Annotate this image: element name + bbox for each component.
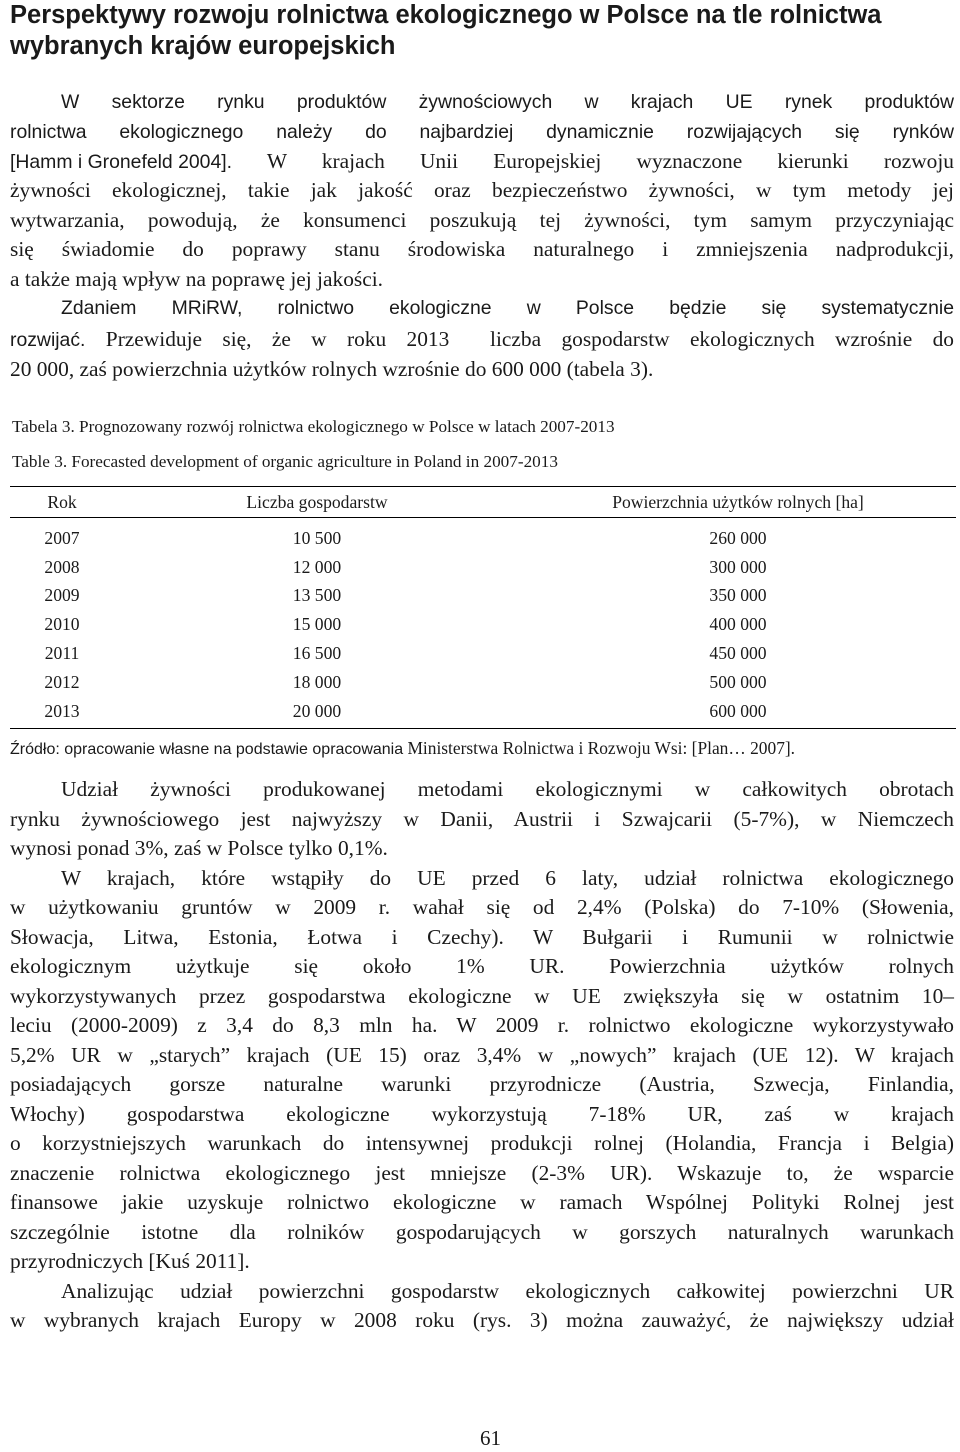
intro-mixed-line xyxy=(10,147,954,178)
body-line: ekologicznym użytkuje się około 1% UR. Powierzchnia użytków rolnych xyxy=(10,954,954,978)
table-source xyxy=(10,738,795,759)
source-serif-part: Ministerstwa Rolnictwa i Rozwoju Wsi: [Plan… 2007]. xyxy=(403,738,796,758)
body-line: znaczenie rolnictwa ekologicznego jest mniejsze (2-3% UR). Wskazuje to, że wsparcie xyxy=(10,1160,954,1185)
intro-serif-block xyxy=(10,176,954,294)
body-line: finansowe jakie uzyskuje rolnictwo ekologiczne w ramach Wspólnej Polityki Rolnej jest xyxy=(10,1190,954,1214)
cell-area: 500 000 xyxy=(709,671,767,692)
table-row xyxy=(10,668,956,697)
cell-year: 2009 xyxy=(44,585,80,606)
table-row xyxy=(10,553,956,582)
source-sans-part: Źródło: opracowanie własne na podstawie opracowania xyxy=(10,741,404,758)
body-line: wykorzystywanych przez gospodarstwa ekologiczne w UE zwiększyła się w ostatnim 10– xyxy=(10,983,954,1008)
body-line: Analizując udział powierzchni gospodarstw ekologicznych całkowitej powierzchni UR xyxy=(61,1278,954,1303)
forecast-mixed-line xyxy=(10,325,954,356)
body-line: W krajach, które wstąpiły do UE przed 6 laty, udział rolnictwa ekologicznego xyxy=(61,865,954,890)
column-header-year: Rok xyxy=(10,487,114,518)
body-line: w użytkowaniu gruntów w 2009 r. wahał się od 2,4% (Polska) do 7-10% (Słowenia, xyxy=(10,895,954,919)
body-text xyxy=(10,775,954,1336)
body-line: 5,2% UR w „starych” krajach (UE 15) oraz 3,4% w „nowych” krajach (UE 12). W krajach xyxy=(10,1042,954,1067)
forecast-serif-block xyxy=(10,355,954,385)
cell-year: 2010 xyxy=(44,614,80,635)
table-row xyxy=(10,610,956,639)
forecast-table xyxy=(10,486,956,729)
column-header-area: Powierzchnia użytków rolnych [ha] xyxy=(520,487,956,518)
table-row xyxy=(10,639,956,668)
table-header-row xyxy=(10,487,956,518)
forecast-sans-start: rozwijać. xyxy=(10,329,86,351)
body-line: wynosi ponad 3%, zaś w Polsce tylko 0,1%. xyxy=(10,836,388,860)
intro-line: rolnictwa ekologicznego należy do najbardziej dynamicznie rozwijających się rynków xyxy=(10,120,954,143)
intro-paragraph xyxy=(10,88,954,147)
table-caption-en: Table 3. Forecasted development of organic agriculture in Poland in 2007-2013 xyxy=(12,452,558,471)
cell-year: 2007 xyxy=(44,527,80,548)
table-row xyxy=(10,697,956,728)
cell-farms: 20 000 xyxy=(114,697,520,728)
intro-line: żywności ekologicznej, takie jak jakość oraz bezpieczeństwo żywności, w tym metody jej xyxy=(10,178,954,202)
cell-farms: 15 000 xyxy=(292,614,342,635)
cell-year: 2012 xyxy=(44,671,80,692)
intro-line: wytwarzania, powodują, że konsumenci poszukują tej żywności, tym samym przyczyniając xyxy=(10,207,954,232)
cell-farms: 13 500 xyxy=(292,585,342,606)
cell-area: 300 000 xyxy=(709,556,767,577)
cell-year: 2013 xyxy=(10,697,114,728)
body-line: leciu (2000-2009) z 3,4 do 8,3 mln ha. W 2009 r. rolnictwo ekologiczne wykorzystywało xyxy=(10,1013,954,1037)
body-line: Słowacja, Litwa, Estonia, Łotwa i Czechy). W Bułgarii i Rumunii w rolnictwie xyxy=(10,924,954,949)
forecast-serif-tail: Przewiduje się, że w roku 2013 liczba gospodarstw ekologicznych wzrośnie do xyxy=(85,327,954,351)
article-title: Perspektywy rozwoju rolnictwa ekologicznego w Polsce na tle rolnictwa wybranych krajów europejskich xyxy=(10,1,882,60)
intro-line: W sektorze rynku produktów żywnościowych w krajach UE rynek produktów xyxy=(61,91,954,113)
intro-citation: [Hamm i Gronefeld 2004]. xyxy=(10,151,233,173)
column-header-farms: Liczba gospodarstw xyxy=(114,487,520,518)
cell-area: 450 000 xyxy=(709,643,767,664)
intro-line: a także mają wpływ na poprawę jej jakości. xyxy=(10,266,383,291)
body-line: posiadających gorsze naturalne warunki przyrodnicze (Austria, Szwecja, Finlandia, xyxy=(10,1072,954,1096)
cell-area: 260 000 xyxy=(709,527,767,548)
body-line: Włochy) gospodarstwa ekologiczne wykorzystują 7-18% UR, zaś w krajach xyxy=(10,1101,954,1126)
forecast-paragraph xyxy=(10,294,954,324)
body-line: w wybranych krajach Europy w 2008 roku (rys. 3) można zauważyć, że największy udział xyxy=(10,1308,954,1332)
cell-area: 350 000 xyxy=(709,585,767,606)
table-caption-pl: Tabela 3. Prognozowany rozwój rolnictwa ekologicznego w Polsce w latach 2007-2013 xyxy=(12,417,615,436)
intro-serif-tail: W krajach Unii Europejskiej wyznaczone kierunki rozwoju xyxy=(232,149,954,173)
body-line: Udział żywności produkowanej metodami ekologicznymi w całkowitych obrotach xyxy=(61,777,954,801)
cell-area: 400 000 xyxy=(709,614,767,635)
table-row xyxy=(10,582,956,611)
body-line: o korzystniejszych warunkach do intensywnej produkcji rolnej (Holandia, Francja i Belgia) xyxy=(10,1131,954,1155)
cell-farms: 10 500 xyxy=(292,527,342,548)
cell-area: 600 000 xyxy=(520,697,956,728)
cell-year: 2011 xyxy=(44,643,80,664)
body-paragraph xyxy=(10,1277,954,1336)
page-number: 61 xyxy=(480,1426,501,1450)
cell-farms: 16 500 xyxy=(292,643,342,664)
intro-line: się świadomie do poprawy stanu środowiska naturalnego i zmniejszenia nadprodukcji, xyxy=(10,237,954,261)
table-row xyxy=(10,518,956,553)
body-line: szczególnie istotne dla rolników gospodarujących w gorszych naturalnych warunkach xyxy=(10,1219,954,1244)
body-line: rynku żywnościowego jest najwyższy w Danii, Austrii i Szwajcarii (5-7%), w Niemczech xyxy=(10,806,954,831)
cell-year: 2008 xyxy=(44,556,80,577)
forecast-line: 20 000, zaś powierzchnia użytków rolnych wzrośnie do 600 000 (tabela 3). xyxy=(10,357,654,381)
body-line: przyrodniczych [Kuś 2011]. xyxy=(10,1249,250,1273)
forecast-line: Zdaniem MRiRW, rolnictwo ekologiczne w Polsce będzie się systematycznie xyxy=(61,297,954,319)
cell-farms: 18 000 xyxy=(292,671,342,692)
body-paragraph xyxy=(10,864,954,1277)
body-paragraph xyxy=(10,775,954,864)
cell-farms: 12 000 xyxy=(292,556,342,577)
